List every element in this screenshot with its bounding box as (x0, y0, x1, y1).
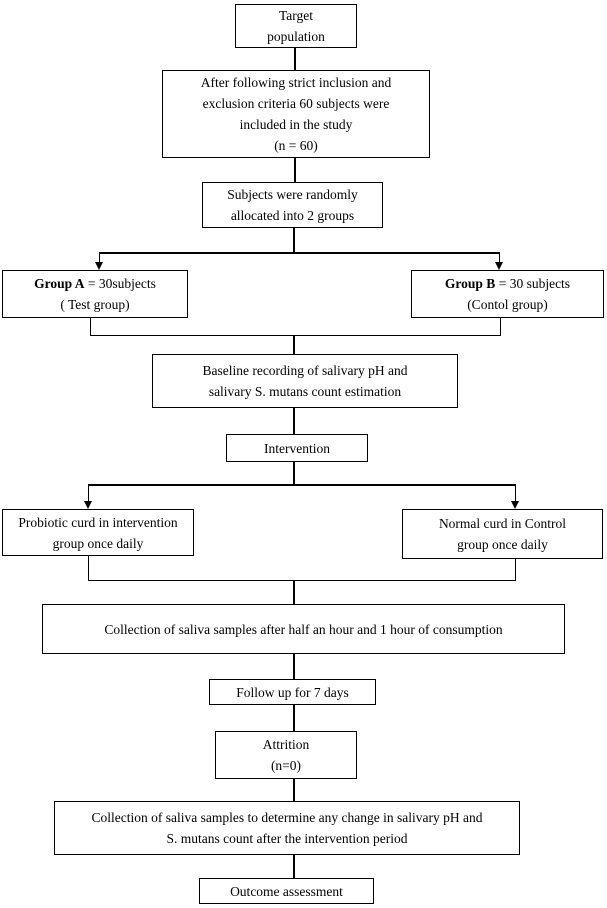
connector-attrition-to-collection2 (293, 779, 295, 801)
connector-intervention-down (293, 462, 295, 485)
connector-merge1-horizontal (90, 335, 501, 337)
node-text-line: included in the study (239, 117, 353, 132)
node-saliva-collection-1 (42, 604, 565, 654)
arrow-down-icon (495, 262, 503, 270)
node-text-line: allocated into 2 groups (230, 208, 355, 223)
node-text-line: Baseline recording of salivary pH and (202, 363, 408, 378)
group-b-count: = 30 subjects (495, 276, 571, 291)
node-text-line: Subjects were randomly (227, 187, 358, 202)
node-text-line: Collection of saliva samples after half an hour and 1 hour of consumption (104, 621, 503, 637)
node-probiotic-curd (2, 509, 194, 556)
node-intervention (226, 434, 368, 462)
node-inclusion-criteria (162, 70, 430, 158)
node-text-line: Intervention (264, 440, 330, 456)
node-outcome-assessment (199, 878, 374, 904)
connector-branch2-horizontal (88, 484, 516, 486)
arrow-down-icon (511, 501, 519, 509)
connector-collection2-to-outcome (293, 855, 295, 878)
node-text-line: group once daily (457, 537, 548, 552)
connector-group-a-down (90, 318, 92, 336)
node-text-line: After following strict inclusion and (200, 75, 392, 90)
node-saliva-collection-2 (54, 801, 520, 855)
node-text-line: Normal curd in Control (438, 516, 567, 531)
node-text-line (34, 273, 156, 294)
group-a-label: Group A (34, 276, 85, 291)
node-text-line: Target (278, 8, 314, 23)
group-b-label: Group B (444, 276, 496, 291)
connector-allocation-down (293, 228, 295, 253)
node-text-line: salivary S. mutans count estimation (208, 384, 402, 399)
node-text-line: (n = 60) (274, 138, 318, 153)
node-target-population (235, 4, 357, 48)
node-normal-curd (402, 509, 603, 559)
connector-inclusion-to-allocation (294, 158, 296, 182)
connector-probiotic-down (88, 556, 90, 581)
connector-baseline-to-intervention (293, 408, 295, 434)
node-baseline-recording (152, 354, 458, 408)
node-text-line: (n=0) (270, 758, 302, 773)
node-text-line: Attrition (262, 737, 310, 752)
node-text-line: population (267, 29, 325, 44)
node-group-a (2, 270, 188, 318)
connector-followup-to-attrition (293, 705, 295, 731)
arrow-down-icon (84, 501, 92, 509)
connector-group-b-down (500, 318, 502, 336)
node-text-line: ( Test group) (60, 297, 130, 312)
connector-merge2-horizontal (88, 580, 516, 582)
node-text-line (445, 273, 570, 294)
connector-branch2-left-stem (88, 484, 90, 501)
connector-normal-down (515, 559, 517, 581)
node-text-line: Outcome assessment (230, 883, 343, 899)
node-random-allocation (202, 182, 383, 228)
node-group-b (411, 270, 604, 318)
node-follow-up (209, 679, 376, 705)
node-text-line: Follow up for 7 days (236, 684, 349, 700)
node-text-line: S. mutans count after the intervention period (166, 831, 408, 846)
group-a-count: = 30subjects (84, 276, 156, 291)
connector-target-to-inclusion (294, 48, 296, 70)
connector-merge1-to-baseline (293, 335, 295, 355)
node-text-line: exclusion criteria 60 subjects were (202, 96, 390, 111)
connector-collection1-to-followup (293, 654, 295, 679)
node-text-line: (Contol group) (467, 297, 548, 312)
node-attrition (215, 731, 357, 779)
node-text-line: Collection of saliva samples to determine any change in salivary pH and (91, 810, 483, 825)
connector-merge2-to-collection (293, 580, 295, 605)
node-text-line: Probiotic curd in intervention (18, 514, 178, 530)
connector-branch2-right-stem (515, 484, 517, 501)
arrow-down-icon (95, 262, 103, 270)
node-text-line: group once daily (52, 535, 144, 551)
connector-branch1-horizontal (99, 252, 500, 254)
